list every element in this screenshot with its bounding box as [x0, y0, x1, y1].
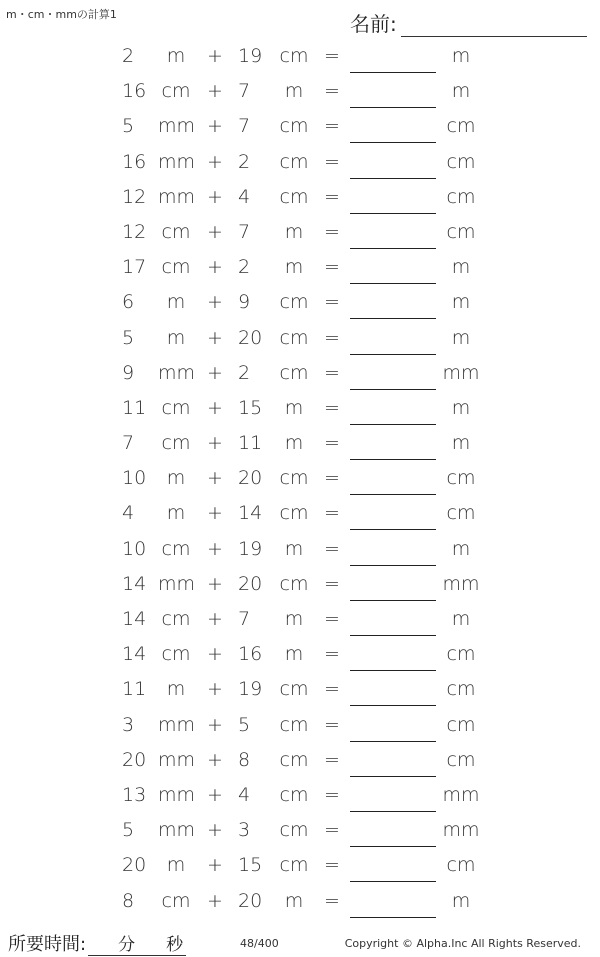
- equals-sign: =: [324, 185, 340, 208]
- first-number: 11: [122, 678, 147, 701]
- second-number: 4: [238, 783, 251, 806]
- answer-unit: cm: [446, 185, 476, 208]
- name-field: [350, 8, 587, 37]
- answer-unit: cm: [446, 220, 476, 243]
- second-unit: cm: [279, 783, 309, 806]
- name-label: 名前:: [350, 12, 397, 36]
- plus-sign: +: [207, 256, 223, 279]
- second-number: 20: [238, 572, 263, 595]
- first-unit: cm: [161, 80, 191, 103]
- problem-row: [0, 40, 600, 75]
- equals-sign: =: [324, 748, 340, 771]
- answer-unit: mm: [442, 819, 480, 842]
- problem-row: [0, 533, 600, 568]
- answer-unit: cm: [446, 748, 476, 771]
- equals-sign: =: [324, 80, 340, 103]
- plus-sign: +: [207, 432, 223, 455]
- copyright: Copyright © Alpha.Inc All Rights Reserved.: [344, 937, 581, 950]
- answer-blank[interactable]: [350, 776, 436, 777]
- answer-blank[interactable]: [350, 72, 436, 73]
- answer-unit: m: [451, 256, 471, 279]
- problem-row: [0, 568, 600, 603]
- equals-sign: =: [324, 432, 340, 455]
- plus-sign: +: [207, 608, 223, 630]
- answer-blank[interactable]: [350, 670, 436, 671]
- second-unit: m: [284, 80, 304, 103]
- answer-unit: m: [451, 80, 471, 103]
- plus-sign: +: [207, 326, 223, 349]
- answer-blank[interactable]: [350, 318, 436, 319]
- answer-blank[interactable]: [350, 248, 436, 249]
- answer-unit: cm: [446, 643, 476, 666]
- second-number: 16: [238, 643, 263, 666]
- second-number: 15: [238, 396, 263, 419]
- first-unit: m: [166, 502, 186, 525]
- second-number: 4: [238, 185, 251, 208]
- answer-unit: mm: [442, 783, 480, 806]
- first-number: 11: [122, 396, 147, 419]
- second-unit: cm: [279, 713, 309, 736]
- first-unit: mm: [158, 361, 196, 384]
- second-number: 7: [238, 115, 251, 138]
- problem-row: [0, 75, 600, 110]
- equals-sign: =: [324, 819, 340, 842]
- first-number: 2: [122, 45, 135, 67]
- answer-unit: m: [451, 608, 471, 630]
- first-number: 9: [122, 361, 135, 384]
- second-unit: m: [284, 537, 304, 560]
- second-unit: cm: [279, 115, 309, 138]
- problem-row: [0, 497, 600, 532]
- first-unit: cm: [161, 220, 191, 243]
- problem-row: [0, 709, 600, 744]
- answer-blank[interactable]: [350, 178, 436, 179]
- plus-sign: +: [207, 502, 223, 525]
- equals-sign: =: [324, 45, 340, 67]
- problem-row: [0, 286, 600, 321]
- equals-sign: =: [324, 326, 340, 349]
- first-unit: mm: [158, 783, 196, 806]
- first-unit: mm: [158, 819, 196, 842]
- answer-blank[interactable]: [350, 635, 436, 636]
- answer-blank[interactable]: [350, 529, 436, 530]
- seconds-label: 秒: [166, 935, 184, 955]
- first-unit: cm: [161, 537, 191, 560]
- plus-sign: +: [207, 643, 223, 666]
- equals-sign: =: [324, 889, 340, 912]
- plus-sign: +: [207, 185, 223, 208]
- plus-sign: +: [207, 80, 223, 103]
- second-number: 2: [238, 361, 251, 384]
- problem-row: [0, 216, 600, 251]
- second-unit: cm: [279, 502, 309, 525]
- plus-sign: +: [207, 45, 223, 67]
- worksheet-title: m・cm・mmの計算1: [6, 8, 117, 21]
- answer-unit: m: [451, 432, 471, 455]
- time-input-line[interactable]: [88, 933, 186, 956]
- equals-sign: =: [324, 713, 340, 736]
- equals-sign: =: [324, 502, 340, 525]
- plus-sign: +: [207, 467, 223, 490]
- answer-unit: mm: [442, 572, 480, 595]
- first-unit: m: [166, 45, 186, 67]
- answer-unit: m: [451, 537, 471, 560]
- second-number: 15: [238, 854, 263, 877]
- answer-blank[interactable]: [350, 917, 436, 918]
- answer-unit: cm: [446, 678, 476, 701]
- second-number: 8: [238, 748, 251, 771]
- plus-sign: +: [207, 854, 223, 877]
- plus-sign: +: [207, 361, 223, 384]
- second-number: 11: [238, 432, 263, 455]
- problem-list: [0, 40, 600, 920]
- first-number: 13: [122, 783, 147, 806]
- equals-sign: =: [324, 783, 340, 806]
- second-unit: m: [284, 889, 304, 912]
- answer-unit: mm: [442, 361, 480, 384]
- answer-blank[interactable]: [350, 283, 436, 284]
- first-number: 10: [122, 467, 147, 490]
- problem-row: [0, 322, 600, 357]
- answer-blank[interactable]: [350, 389, 436, 390]
- second-number: 2: [238, 256, 251, 279]
- first-number: 5: [122, 819, 135, 842]
- answer-blank[interactable]: [350, 741, 436, 742]
- first-unit: m: [166, 678, 186, 701]
- plus-sign: +: [207, 537, 223, 560]
- plus-sign: +: [207, 572, 223, 595]
- second-unit: cm: [279, 326, 309, 349]
- plus-sign: +: [207, 291, 223, 314]
- first-unit: cm: [161, 256, 191, 279]
- first-number: 5: [122, 115, 135, 138]
- first-number: 16: [122, 150, 147, 173]
- second-number: 9: [238, 291, 251, 314]
- first-unit: mm: [158, 185, 196, 208]
- answer-unit: cm: [446, 713, 476, 736]
- name-input-line[interactable]: [401, 16, 587, 37]
- first-unit: cm: [161, 643, 191, 666]
- second-number: 20: [238, 889, 263, 912]
- answer-unit: m: [451, 396, 471, 419]
- answer-unit: cm: [446, 115, 476, 138]
- second-number: 19: [238, 537, 263, 560]
- problem-row: [0, 427, 600, 462]
- problem-row: [0, 392, 600, 427]
- problem-row: [0, 251, 600, 286]
- first-unit: mm: [158, 748, 196, 771]
- second-number: 7: [238, 80, 251, 103]
- first-number: 3: [122, 713, 135, 736]
- second-unit: cm: [279, 819, 309, 842]
- equals-sign: =: [324, 854, 340, 877]
- second-unit: cm: [279, 185, 309, 208]
- answer-unit: cm: [446, 502, 476, 525]
- first-number: 12: [122, 185, 147, 208]
- second-number: 2: [238, 150, 251, 173]
- answer-blank[interactable]: [350, 705, 436, 706]
- minutes-label: 分: [118, 935, 136, 955]
- answer-blank[interactable]: [350, 354, 436, 355]
- equals-sign: =: [324, 220, 340, 243]
- first-number: 14: [122, 572, 147, 595]
- second-unit: cm: [279, 748, 309, 771]
- answer-unit: m: [451, 326, 471, 349]
- first-number: 14: [122, 608, 147, 630]
- second-unit: cm: [279, 854, 309, 877]
- time-taken: [8, 930, 186, 956]
- second-unit: cm: [279, 678, 309, 701]
- problem-row: [0, 885, 600, 920]
- first-number: 7: [122, 432, 135, 455]
- plus-sign: +: [207, 678, 223, 701]
- problem-row: [0, 814, 600, 849]
- second-unit: m: [284, 432, 304, 455]
- first-number: 20: [122, 854, 147, 877]
- second-unit: m: [284, 396, 304, 419]
- answer-blank[interactable]: [350, 142, 436, 143]
- plus-sign: +: [207, 748, 223, 771]
- first-number: 5: [122, 326, 135, 349]
- second-number: 20: [238, 326, 263, 349]
- second-number: 7: [238, 608, 251, 630]
- second-unit: m: [284, 643, 304, 666]
- first-unit: cm: [161, 889, 191, 912]
- first-unit: cm: [161, 396, 191, 419]
- answer-unit: cm: [446, 150, 476, 173]
- first-unit: mm: [158, 115, 196, 138]
- first-unit: mm: [158, 572, 196, 595]
- answer-blank[interactable]: [350, 811, 436, 812]
- equals-sign: =: [324, 256, 340, 279]
- second-unit: cm: [279, 45, 309, 67]
- equals-sign: =: [324, 678, 340, 701]
- second-unit: cm: [279, 150, 309, 173]
- second-unit: cm: [279, 572, 309, 595]
- answer-blank[interactable]: [350, 565, 436, 566]
- first-unit: mm: [158, 713, 196, 736]
- problem-row: [0, 849, 600, 884]
- first-unit: m: [166, 291, 186, 314]
- answer-unit: cm: [446, 467, 476, 490]
- first-unit: mm: [158, 150, 196, 173]
- problem-row: [0, 110, 600, 145]
- first-number: 10: [122, 537, 147, 560]
- plus-sign: +: [207, 819, 223, 842]
- first-number: 20: [122, 748, 147, 771]
- second-number: 3: [238, 819, 251, 842]
- second-unit: cm: [279, 361, 309, 384]
- first-unit: m: [166, 326, 186, 349]
- plus-sign: +: [207, 115, 223, 138]
- first-number: 4: [122, 502, 135, 525]
- answer-blank[interactable]: [350, 846, 436, 847]
- equals-sign: =: [324, 291, 340, 314]
- answer-blank[interactable]: [350, 881, 436, 882]
- problem-row: [0, 638, 600, 673]
- second-number: 7: [238, 220, 251, 243]
- equals-sign: =: [324, 537, 340, 560]
- second-number: 19: [238, 678, 263, 701]
- equals-sign: =: [324, 150, 340, 173]
- problem-row: [0, 146, 600, 181]
- second-unit: cm: [279, 291, 309, 314]
- first-number: 16: [122, 80, 147, 103]
- first-unit: m: [166, 854, 186, 877]
- first-number: 8: [122, 889, 135, 912]
- problem-row: [0, 673, 600, 708]
- problem-row: [0, 181, 600, 216]
- first-number: 17: [122, 256, 147, 279]
- plus-sign: +: [207, 783, 223, 806]
- equals-sign: =: [324, 572, 340, 595]
- answer-blank[interactable]: [350, 600, 436, 601]
- problem-row: [0, 779, 600, 814]
- second-unit: m: [284, 256, 304, 279]
- plus-sign: +: [207, 220, 223, 243]
- first-number: 6: [122, 291, 135, 314]
- answer-unit: m: [451, 291, 471, 314]
- second-number: 5: [238, 713, 251, 736]
- second-number: 14: [238, 502, 263, 525]
- problem-row: [0, 603, 600, 638]
- problem-row: [0, 462, 600, 497]
- first-number: 12: [122, 220, 147, 243]
- answer-blank[interactable]: [350, 459, 436, 460]
- equals-sign: =: [324, 467, 340, 490]
- first-unit: cm: [161, 432, 191, 455]
- equals-sign: =: [324, 115, 340, 138]
- first-unit: cm: [161, 608, 191, 630]
- problem-row: [0, 357, 600, 392]
- page-number: 48/400: [240, 937, 279, 950]
- equals-sign: =: [324, 643, 340, 666]
- answer-blank[interactable]: [350, 107, 436, 108]
- plus-sign: +: [207, 713, 223, 736]
- second-number: 20: [238, 467, 263, 490]
- equals-sign: =: [324, 361, 340, 384]
- first-number: 14: [122, 643, 147, 666]
- second-number: 19: [238, 45, 263, 67]
- second-unit: cm: [279, 467, 309, 490]
- equals-sign: =: [324, 608, 340, 630]
- plus-sign: +: [207, 150, 223, 173]
- problem-row: [0, 744, 600, 779]
- plus-sign: +: [207, 396, 223, 419]
- plus-sign: +: [207, 889, 223, 912]
- second-unit: m: [284, 608, 304, 630]
- answer-blank[interactable]: [350, 213, 436, 214]
- time-label: 所要時間:: [8, 934, 87, 955]
- answer-unit: m: [451, 889, 471, 912]
- answer-unit: m: [451, 45, 471, 67]
- first-unit: m: [166, 467, 186, 490]
- answer-blank[interactable]: [350, 494, 436, 495]
- answer-unit: cm: [446, 854, 476, 877]
- second-unit: m: [284, 220, 304, 243]
- equals-sign: =: [324, 396, 340, 419]
- answer-blank[interactable]: [350, 424, 436, 425]
